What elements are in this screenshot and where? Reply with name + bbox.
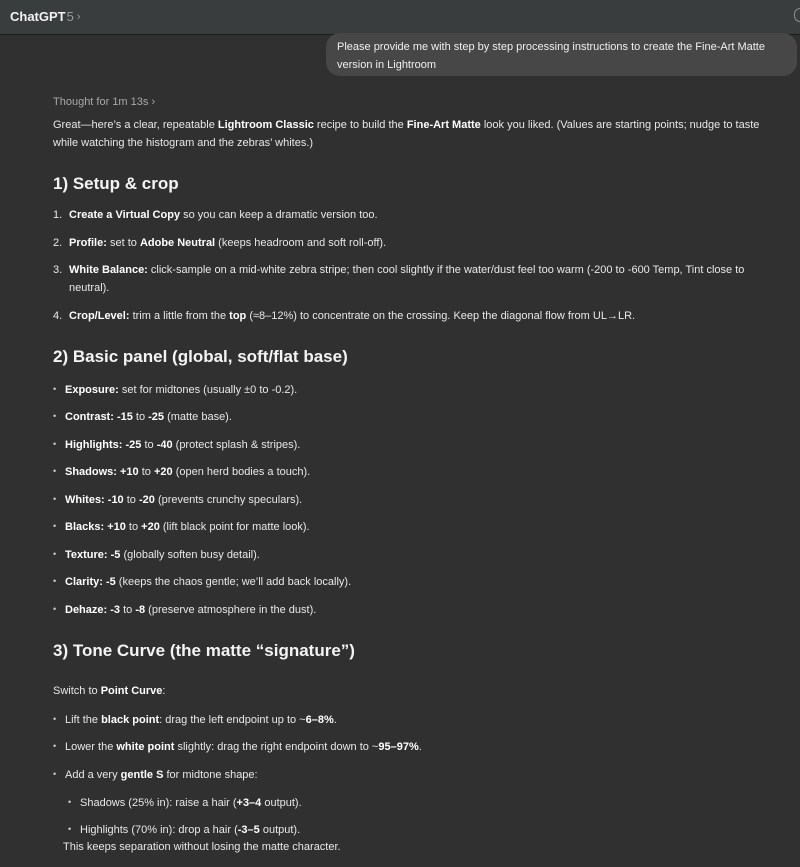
item-bold: -20 xyxy=(138,494,155,506)
item-bold: Crop/Level: xyxy=(69,310,130,322)
item-text: (globally soften busy detail). xyxy=(120,549,260,561)
model-selector[interactable] xyxy=(10,9,81,24)
numbered-item xyxy=(53,261,744,279)
item-text: for midtone shape: xyxy=(163,769,258,781)
bullet-icon: • xyxy=(53,576,57,586)
sub-bullet-item xyxy=(68,820,300,839)
item-text: click-sample on a mid-white zebra stripe; then cool slightly if the water/dust feel too warm (-200 to -600 Temp, Tint close to xyxy=(147,264,745,276)
item-text: to xyxy=(120,604,136,616)
sub-bullet-item xyxy=(68,793,302,812)
item-bold: Texture: -5 xyxy=(65,549,121,561)
bullet-icon: • xyxy=(53,741,57,751)
item-text: (prevents crunchy speculars). xyxy=(154,494,303,506)
item-text: (matte base). xyxy=(164,411,232,423)
bullet-icon: • xyxy=(53,769,57,779)
numbered-item xyxy=(53,307,635,325)
bullet-item xyxy=(53,737,422,756)
bullet-item xyxy=(53,490,302,509)
section-heading: 3) Tone Curve (the matte “signature”) xyxy=(53,641,355,660)
intro-line-1 xyxy=(53,116,759,134)
item-bold: +20 xyxy=(153,466,173,478)
intro-bold: Lightroom Classic xyxy=(217,119,314,131)
chevron-right-icon: › xyxy=(76,10,81,23)
closing-line: This keeps separation without losing the matte character. xyxy=(63,841,341,853)
numbered-item-continuation: neutral). xyxy=(69,282,110,294)
bullet-item xyxy=(53,572,351,591)
item-text: : drag the left endpoint up to ~ xyxy=(159,714,306,726)
bullet-icon: • xyxy=(53,714,57,724)
item-text: (protect splash & stripes). xyxy=(172,439,301,451)
item-text: set for midtones (usually ±0 to -0.2). xyxy=(118,384,298,396)
item-text: to xyxy=(141,439,157,451)
item-bold: top xyxy=(229,310,247,322)
item-text: slightly: drag the right endpoint down to ~ xyxy=(174,741,379,753)
item-text: Switch to xyxy=(53,685,101,697)
item-text: (open herd bodies a touch). xyxy=(172,466,311,478)
item-bold: -40 xyxy=(156,439,173,451)
bullet-icon: • xyxy=(53,411,57,421)
bullet-icon: • xyxy=(53,466,57,476)
bullet-icon: • xyxy=(53,384,57,394)
bullet-icon: • xyxy=(53,494,57,504)
model-version: 5 xyxy=(66,9,74,24)
item-text: to xyxy=(132,411,149,423)
item-text: (preserve atmosphere in the dust). xyxy=(145,604,317,616)
item-bold: Adobe Neutral xyxy=(139,237,216,249)
item-bold: Dehaze: -3 xyxy=(65,604,121,616)
bullet-icon: • xyxy=(53,549,57,559)
bullet-icon: • xyxy=(53,439,57,449)
item-text: output). xyxy=(259,824,301,836)
intro-bold: Fine-Art Matte xyxy=(406,119,481,131)
item-bold: gentle S xyxy=(120,769,164,781)
intro-text: Great—here’s a clear, repeatable xyxy=(53,119,218,131)
item-bold: Create a Virtual Copy xyxy=(69,209,181,221)
bullet-icon: • xyxy=(53,604,57,614)
item-text: output). xyxy=(261,797,302,809)
item-text: to xyxy=(125,521,142,533)
item-text: Shadows (25% in): raise a hair ( xyxy=(80,797,237,809)
item-bold: 6–8% xyxy=(305,714,334,726)
section-heading: 2) Basic panel (global, soft/flat base) xyxy=(53,347,348,366)
app-name: ChatGPT xyxy=(10,9,66,24)
bullet-item xyxy=(53,380,297,399)
item-number: 1. xyxy=(53,209,63,221)
item-text: (lift black point for matte look). xyxy=(159,521,310,533)
bullet-icon: • xyxy=(68,824,72,834)
item-text: (keeps headroom and soft roll-off). xyxy=(215,237,387,249)
bullet-item xyxy=(53,517,310,536)
item-text: Add a very xyxy=(65,769,121,781)
intro-text: recipe to build the xyxy=(313,119,407,131)
section-heading: 1) Setup & crop xyxy=(53,174,179,193)
item-text: Highlights (70% in): drop a hair ( xyxy=(80,824,238,836)
item-number: 2. xyxy=(53,237,63,249)
item-bold: White Balance: xyxy=(69,264,148,276)
bullet-item xyxy=(53,435,300,454)
switch-line xyxy=(53,682,165,700)
item-bold: Clarity: -5 xyxy=(65,576,116,588)
item-text: Lower the xyxy=(65,741,117,753)
bullet-item xyxy=(53,462,310,481)
item-text: . xyxy=(418,741,422,753)
bullet-item xyxy=(53,600,316,619)
partial-icon[interactable] xyxy=(794,8,800,22)
item-text: to xyxy=(123,494,139,506)
item-number: 3. xyxy=(53,264,63,276)
item-bold: Whites: -10 xyxy=(65,494,124,506)
item-bold: -3–5 xyxy=(237,824,260,836)
thought-toggle[interactable]: Thought for 1m 13s › xyxy=(53,96,156,108)
numbered-item xyxy=(53,234,386,252)
item-bold: black point xyxy=(101,714,160,726)
item-text: to xyxy=(138,466,154,478)
item-bold: Contrast: -15 xyxy=(65,411,133,423)
item-bold: Blacks: +10 xyxy=(65,521,126,533)
item-text: Lift the xyxy=(65,714,102,726)
bullet-icon: • xyxy=(53,521,57,531)
bullet-item xyxy=(53,765,258,784)
item-bold: +3–4 xyxy=(236,797,262,809)
bullet-item xyxy=(53,545,260,564)
item-bold: Shadows: +10 xyxy=(65,466,139,478)
item-bold: Point Curve xyxy=(100,685,163,697)
item-bold: Exposure: xyxy=(65,384,119,396)
intro-line-2: while watching the histogram and the zebras’ whites.) xyxy=(53,137,314,149)
numbered-item xyxy=(53,206,378,224)
top-bar xyxy=(0,0,800,35)
item-text: so you can keep a dramatic version too. xyxy=(180,209,378,221)
item-bold: -8 xyxy=(135,604,146,616)
item-text: set to xyxy=(106,237,140,249)
item-text: (≈8–12%) to concentrate on the crossing. Keep the diagonal flow from UL→LR. xyxy=(246,310,636,322)
item-text: : xyxy=(162,685,166,697)
item-text: . xyxy=(333,714,337,726)
bullet-icon: • xyxy=(68,797,72,807)
item-text: trim a little from the xyxy=(129,310,230,322)
user-message-bubble xyxy=(326,33,797,76)
item-bold: -25 xyxy=(148,411,165,423)
item-bold: Highlights: -25 xyxy=(65,439,142,451)
bullet-item xyxy=(53,407,232,426)
item-text: (keeps the chaos gentle; we’ll add back locally). xyxy=(115,576,352,588)
item-bold: Profile: xyxy=(69,237,107,249)
item-bold: 95–97% xyxy=(378,741,419,753)
item-number: 4. xyxy=(53,310,63,322)
item-bold: +20 xyxy=(141,521,160,533)
bullet-item xyxy=(53,710,337,729)
user-message-text: Please provide me with step by step processing instructions to create the Fine-Art Matte version in Lightroom xyxy=(337,41,765,71)
intro-text: look you liked. (Values are starting points; nudge to taste xyxy=(480,119,760,131)
item-bold: white point xyxy=(116,741,175,753)
